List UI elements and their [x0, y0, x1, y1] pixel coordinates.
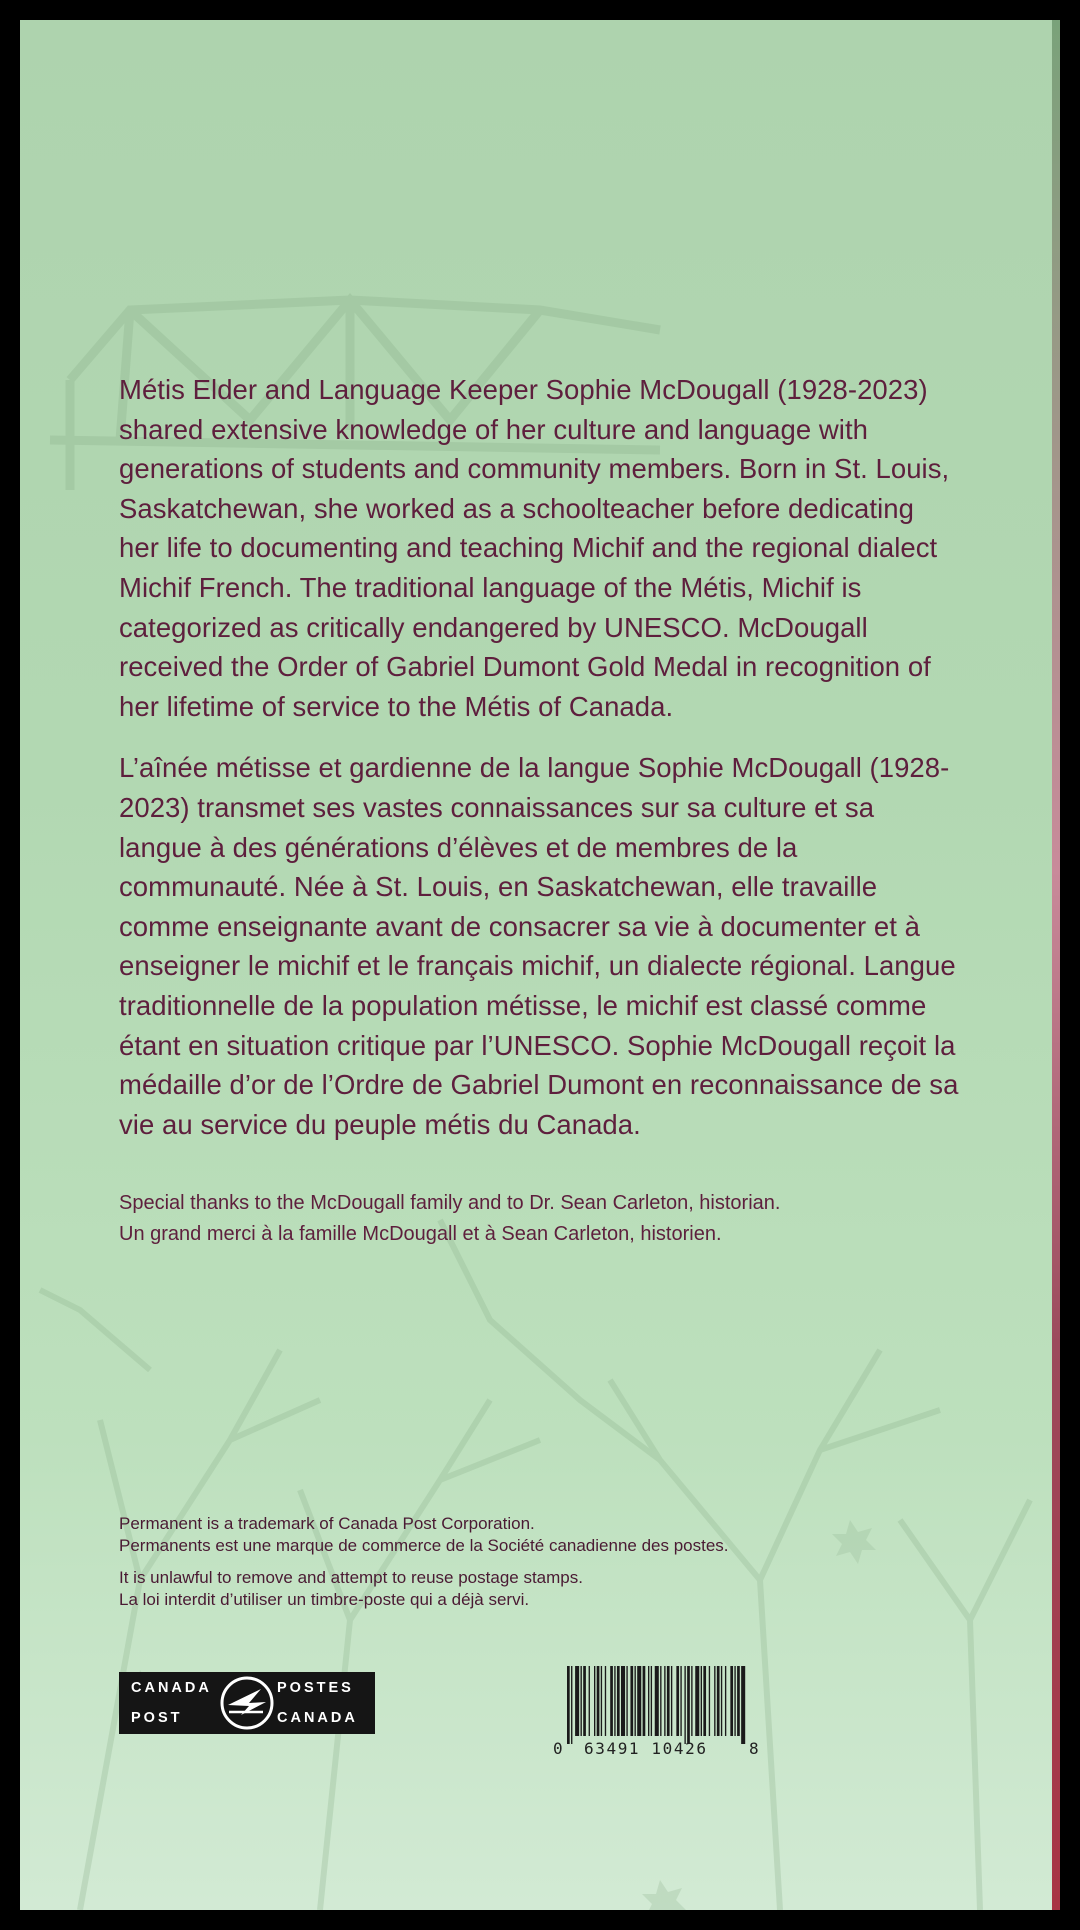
barcode-bar [730, 1666, 733, 1736]
barcode-bar [701, 1666, 702, 1736]
barcode-bar [637, 1666, 641, 1736]
barcode-bar [734, 1666, 735, 1736]
trademark-notice [119, 1513, 959, 1557]
barcode-bar [741, 1666, 745, 1744]
barcode-bar [605, 1666, 606, 1736]
barcode-bar [709, 1666, 710, 1736]
barcode-bar [691, 1666, 692, 1736]
barcode-middle-digits: 63491 10426 [584, 1739, 708, 1758]
barcode-bar [643, 1666, 646, 1736]
barcode-bar [626, 1666, 627, 1736]
barcode-bar [680, 1666, 681, 1736]
logo-word-canada-fr: CANADA [277, 1710, 358, 1726]
barcode-bar [660, 1666, 661, 1736]
barcode-bar [676, 1666, 679, 1736]
barcode-bar [703, 1666, 706, 1736]
barcode-bar [648, 1666, 649, 1736]
barcode-bar [617, 1666, 620, 1736]
barcode-bar [684, 1666, 685, 1744]
barcode-bar [717, 1666, 720, 1736]
barcode-bar [614, 1666, 615, 1736]
reuse-notice [119, 1567, 959, 1611]
stamp-edge-strip [1052, 20, 1060, 1910]
barcode-bar [725, 1666, 726, 1736]
barcode-bar [721, 1666, 722, 1736]
barcode-bar [575, 1666, 579, 1736]
barcode-bar [671, 1666, 672, 1736]
canada-post-logo [119, 1672, 375, 1734]
thanks-english: Special thanks to the McDougall family and to Dr. Sean Carleton, historian. [119, 1192, 781, 1215]
french-paragraph: L’aînée métisse et gardienne de la langue Sophie McDougall (1928-2023) transmet ses vastes connaissances sur sa culture et sa langue à des générations d’élèves et de membres de la communauté. Née à St. Louis, en Saskatchewan, elle travaille comme enseignante avant de consacrer sa vie à documenter et à enseigner le michif et le français michif, un dialecte régional. Langue traditionnelle de la population métisse, le michif est classé comme étant en situation critique par l’UNESCO. Sophie McDougall reçoit la médaille d’or de l’Ordre de Gabriel Dumont en reconnaissance de sa vie au service du peuple métis du Canada. [119, 752, 959, 1140]
trademark-english: Permanent is a trademark of Canada Post Corporation. [119, 1514, 535, 1533]
barcode [553, 1666, 763, 1761]
barcode-bar [737, 1666, 740, 1736]
barcode-bar [630, 1666, 633, 1736]
english-paragraph: Métis Elder and Language Keeper Sophie McDougall (1928-2023) shared extensive knowledge of her culture and language with generations of students and community members. Born in St. Louis, Saskatchewan, she worked as a schoolteacher before dedicating her life to documenting and teaching Michif and the regional dialect Michif French. The traditional language of the Métis, Michif is categorized as critically endangered by UNESCO. McDougall received the Order of Gabriel Dumont Gold Medal in recognition of her lifetime of service to the Métis of Canada. [119, 374, 950, 722]
barcode-bar [621, 1666, 625, 1736]
barcode-bar [610, 1666, 613, 1736]
barcode-left-digit: 0 [553, 1739, 563, 1758]
barcode-bar [664, 1666, 665, 1736]
barcode-bar [695, 1666, 699, 1736]
barcode-bar [651, 1666, 652, 1736]
acknowledgements [119, 1188, 959, 1250]
barcode-bar [597, 1666, 600, 1736]
reuse-french: La loi interdit d’utiliser un timbre-poste qui a déjà servi. [119, 1590, 530, 1609]
barcode-bar [655, 1666, 659, 1736]
main-text-block [119, 370, 959, 1250]
barcode-right-digit: 8 [749, 1739, 759, 1758]
canada-post-emblem-icon [219, 1675, 275, 1731]
barcode-bar [594, 1666, 595, 1736]
barcode-bar [714, 1666, 715, 1736]
thanks-french: Un grand merci à la famille McDougall et à Sean Carleton, historien. [119, 1223, 722, 1246]
logo-word-post: POST [131, 1710, 183, 1726]
barcode-bar [635, 1666, 636, 1736]
barcode-bar [571, 1666, 572, 1744]
logo-word-postes: POSTES [277, 1680, 354, 1696]
barcode-bar [589, 1666, 590, 1736]
barcode-bar [581, 1666, 582, 1736]
logo-word-canada-en: CANADA [131, 1680, 212, 1696]
legal-notices [119, 1513, 959, 1611]
barcode-bar [601, 1666, 602, 1736]
barcode-bar [583, 1666, 586, 1736]
reuse-english: It is unlawful to remove and attempt to reuse postage stamps. [119, 1568, 583, 1587]
barcode-bar [567, 1666, 570, 1744]
trademark-french: Permanents est une marque de commerce de la Société canadienne des postes. [119, 1536, 729, 1555]
barcode-bar [667, 1666, 670, 1736]
barcode-bar [687, 1666, 690, 1744]
